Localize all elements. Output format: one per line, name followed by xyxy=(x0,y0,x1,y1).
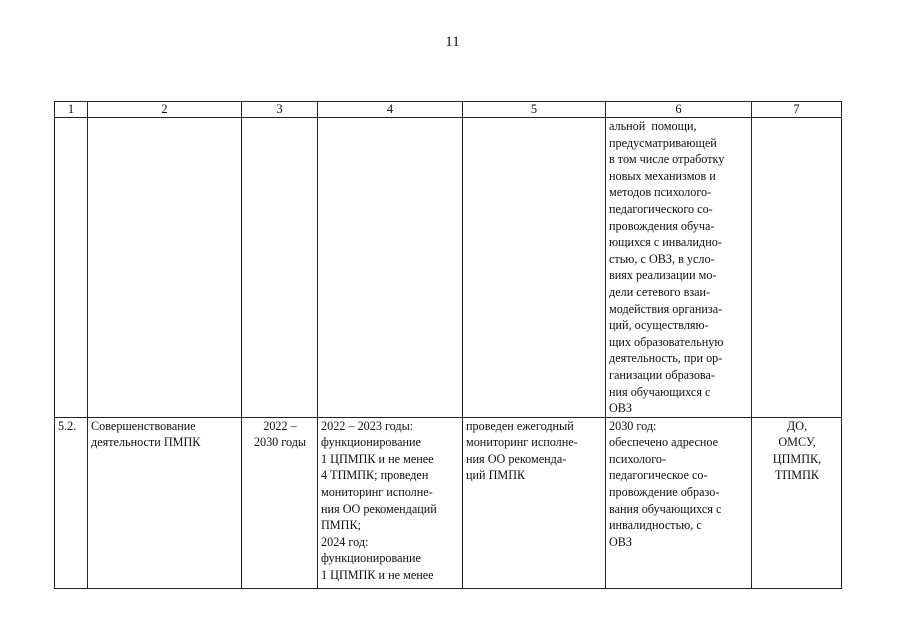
column-header: 6 xyxy=(606,102,752,118)
table-cell-indicators xyxy=(318,417,463,588)
results-text: проведен ежегодный мониторинг исполне- ния ОО рекоменда- ций ПМПК xyxy=(466,418,578,483)
table-cell-empty xyxy=(752,118,842,418)
column-header: 1 xyxy=(55,102,88,118)
plan-table-container xyxy=(54,101,841,588)
column-header: 5 xyxy=(463,102,606,118)
table-cell-number xyxy=(55,417,88,588)
row-number: 5.2. xyxy=(58,418,77,433)
outcome-continued-text: альной помощи, предусматривающей в том числе отработку новых механизмов и методов психолого- педагогического со- провождения обуча- ющихся с инвалидно- стью, с ОВЗ, в усло- виях реализации мо- дели сетевого взаи- модействия организа- ций, осуществляю- щих образовательную деятельность, при ор- ганизации образова- ния обучающихся с ОВЗ xyxy=(609,119,725,416)
table-cell-period xyxy=(242,417,318,588)
table-row-5-2 xyxy=(55,417,842,588)
period-text: 2022 – 2030 годы xyxy=(253,418,307,450)
table-cell-empty xyxy=(55,118,88,418)
column-header: 2 xyxy=(88,102,242,118)
column-header: 4 xyxy=(318,102,463,118)
table-cell-outcome-continued xyxy=(606,118,752,418)
measure-name: Совершенствование деятельности ПМПК xyxy=(91,418,201,450)
table-cell-name xyxy=(88,417,242,588)
table-cell-results xyxy=(463,417,606,588)
table-cell-empty xyxy=(318,118,463,418)
table-cell-responsible xyxy=(752,417,842,588)
column-header: 3 xyxy=(242,102,318,118)
plan-table xyxy=(54,101,842,589)
continuation-row xyxy=(55,118,842,418)
responsible-text: ДО, ОМСУ, ЦПМПК, ТПМПК xyxy=(772,418,822,483)
table-header-row xyxy=(55,102,842,118)
table-cell-empty xyxy=(463,118,606,418)
page-number: 11 xyxy=(445,34,460,50)
table-cell-empty xyxy=(88,118,242,418)
table-cell-empty xyxy=(242,118,318,418)
table-cell-outcome xyxy=(606,417,752,588)
indicators-text: 2022 – 2023 годы: функционирование 1 ЦПМПК и не менее 4 ТПМПК; проведен мониторинг исполне- ния ОО рекомендаций ПМПК; 2024 год: функционирование 1 ЦПМПК и не менее xyxy=(321,418,437,583)
column-header: 7 xyxy=(752,102,842,118)
outcome-text: 2030 год: обеспечено адресное психолого- педагогическое со- провождение образо- вания обучающихся с инвалидностью, с ОВЗ xyxy=(609,418,722,549)
